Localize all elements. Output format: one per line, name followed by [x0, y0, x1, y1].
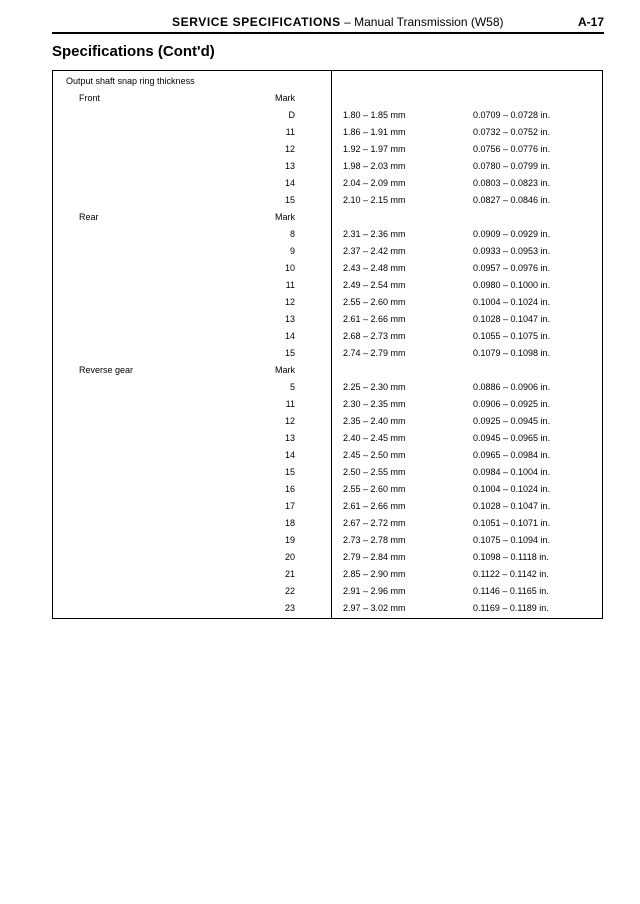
item-row [53, 73, 602, 90]
thickness-mm: 1.92 – 1.97 mm [343, 144, 406, 154]
mark-value: D [288, 110, 295, 120]
thickness-in: 0.0780 – 0.0799 in. [473, 161, 551, 171]
table-row [53, 413, 602, 430]
table-row [53, 447, 602, 464]
mark-value: 12 [284, 416, 295, 426]
thickness-in: 0.1004 – 0.1024 in. [473, 297, 551, 307]
thickness-in: 0.0957 – 0.0976 in. [473, 263, 551, 273]
table-row [53, 260, 602, 277]
thickness-mm: 2.85 – 2.90 mm [343, 569, 406, 579]
mark-value: 15 [284, 467, 295, 477]
group-name: Reverse gear [79, 365, 134, 375]
table-row [53, 141, 602, 158]
thickness-in: 0.0933 – 0.0953 in. [473, 246, 551, 256]
thickness-in: 0.1079 – 0.1098 in. [473, 348, 551, 358]
header-title [172, 15, 504, 29]
table-row [53, 294, 602, 311]
mark-value: 18 [284, 518, 295, 528]
page-header [52, 12, 604, 34]
mark-value: 21 [284, 569, 295, 579]
spec-table [52, 70, 603, 619]
header-title-main: SERVICE SPECIFICATIONS [172, 15, 341, 29]
group-header-row [53, 362, 602, 379]
thickness-in: 0.0906 – 0.0925 in. [473, 399, 551, 409]
mark-value: 5 [289, 382, 295, 392]
thickness-mm: 1.86 – 1.91 mm [343, 127, 406, 137]
thickness-mm: 2.40 – 2.45 mm [343, 433, 406, 443]
mark-value: 11 [285, 280, 295, 290]
thickness-mm: 2.91 – 2.96 mm [343, 586, 406, 596]
mark-value: 14 [284, 331, 295, 341]
table-row [53, 498, 602, 515]
thickness-mm: 2.45 – 2.50 mm [343, 450, 406, 460]
thickness-mm: 2.74 – 2.79 mm [343, 348, 406, 358]
thickness-in: 0.0886 – 0.0906 in. [473, 382, 551, 392]
table-row [53, 464, 602, 481]
thickness-mm: 2.10 – 2.15 mm [343, 195, 406, 205]
thickness-in: 0.0827 – 0.0846 in. [473, 195, 551, 205]
thickness-mm: 2.79 – 2.84 mm [343, 552, 406, 562]
table-row [53, 328, 602, 345]
thickness-in: 0.0984 – 0.1004 in. [473, 467, 551, 477]
thickness-in: 0.1122 – 0.1142 in. [473, 569, 549, 579]
mark-value: 10 [284, 263, 295, 273]
mark-value: 14 [284, 450, 295, 460]
table-row [53, 515, 602, 532]
mark-value: 15 [284, 195, 295, 205]
thickness-mm: 2.04 – 2.09 mm [343, 178, 406, 188]
thickness-in: 0.1055 – 0.1075 in. [473, 331, 551, 341]
mark-header: Mark [275, 212, 295, 222]
thickness-mm: 2.55 – 2.60 mm [343, 297, 406, 307]
thickness-in: 0.0925 – 0.0945 in. [473, 416, 551, 426]
thickness-mm: 2.43 – 2.48 mm [343, 263, 406, 273]
thickness-mm: 2.49 – 2.54 mm [343, 280, 406, 290]
mark-value: 19 [284, 535, 295, 545]
table-row [53, 243, 602, 260]
mark-value: 15 [284, 348, 295, 358]
table-row [53, 158, 602, 175]
mark-value: 22 [284, 586, 295, 596]
thickness-in: 0.0709 – 0.0728 in. [473, 110, 551, 120]
thickness-mm: 2.30 – 2.35 mm [343, 399, 406, 409]
thickness-in: 0.0803 – 0.0823 in. [473, 178, 551, 188]
thickness-in: 0.0732 – 0.0752 in. [473, 127, 551, 137]
group-name: Rear [79, 212, 99, 222]
mark-value: 11 [285, 399, 295, 409]
thickness-mm: 2.31 – 2.36 mm [343, 229, 406, 239]
table-row [53, 107, 602, 124]
thickness-mm: 2.25 – 2.30 mm [343, 382, 406, 392]
thickness-in: 0.0965 – 0.0984 in. [473, 450, 551, 460]
mark-value: 14 [284, 178, 295, 188]
thickness-mm: 2.73 – 2.78 mm [343, 535, 406, 545]
thickness-in: 0.1169 – 0.1189 in. [473, 603, 549, 613]
thickness-mm: 2.61 – 2.66 mm [343, 501, 406, 511]
table-row [53, 345, 602, 362]
table-row [53, 277, 602, 294]
thickness-mm: 2.37 – 2.42 mm [343, 246, 406, 256]
mark-value: 9 [289, 246, 295, 256]
group-name: Front [79, 93, 101, 103]
header-title-sub: – Manual Transmission (W58) [340, 15, 504, 29]
table-row [53, 124, 602, 141]
thickness-mm: 1.80 – 1.85 mm [343, 110, 406, 120]
table-row [53, 379, 602, 396]
thickness-in: 0.1004 – 0.1024 in. [473, 484, 551, 494]
mark-value: 11 [285, 127, 295, 137]
table-row [53, 600, 602, 617]
section-title: Specifications (Cont'd) [52, 43, 215, 60]
table-row [53, 226, 602, 243]
mark-value: 8 [289, 229, 295, 239]
item-label: Output shaft snap ring thickness [66, 76, 195, 86]
mark-value: 12 [284, 297, 295, 307]
page-number: A-17 [577, 15, 604, 29]
thickness-mm: 2.50 – 2.55 mm [343, 467, 406, 477]
thickness-in: 0.1146 – 0.1165 in. [473, 586, 549, 596]
thickness-in: 0.1098 – 0.1118 in. [473, 552, 549, 562]
table-row [53, 430, 602, 447]
thickness-in: 0.0756 – 0.0776 in. [473, 144, 551, 154]
mark-value: 16 [284, 484, 295, 494]
mark-value: 13 [284, 433, 295, 443]
table-row [53, 481, 602, 498]
table-row [53, 192, 602, 209]
group-header-row [53, 90, 602, 107]
thickness-mm: 2.97 – 3.02 mm [343, 603, 406, 613]
mark-value: 17 [284, 501, 295, 511]
thickness-mm: 2.67 – 2.72 mm [343, 518, 406, 528]
mark-header: Mark [275, 365, 295, 375]
thickness-in: 0.1051 – 0.1071 in. [473, 518, 551, 528]
table-row [53, 175, 602, 192]
thickness-mm: 2.61 – 2.66 mm [343, 314, 406, 324]
mark-value: 20 [284, 552, 295, 562]
table-row [53, 583, 602, 600]
mark-value: 12 [284, 144, 295, 154]
table-row [53, 311, 602, 328]
group-header-row [53, 209, 602, 226]
thickness-in: 0.0980 – 0.1000 in. [473, 280, 551, 290]
table-row [53, 549, 602, 566]
thickness-mm: 2.68 – 2.73 mm [343, 331, 406, 341]
thickness-in: 0.1075 – 0.1094 in. [473, 535, 551, 545]
table-row [53, 566, 602, 583]
thickness-in: 0.1028 – 0.1047 in. [473, 501, 551, 511]
thickness-mm: 1.98 – 2.03 mm [343, 161, 406, 171]
table-row [53, 532, 602, 549]
mark-value: 23 [284, 603, 295, 613]
mark-header: Mark [275, 93, 295, 103]
thickness-in: 0.0909 – 0.0929 in. [473, 229, 551, 239]
thickness-mm: 2.55 – 2.60 mm [343, 484, 406, 494]
mark-value: 13 [284, 161, 295, 171]
thickness-mm: 2.35 – 2.40 mm [343, 416, 406, 426]
mark-value: 13 [284, 314, 295, 324]
table-row [53, 396, 602, 413]
thickness-in: 0.1028 – 0.1047 in. [473, 314, 551, 324]
thickness-in: 0.0945 – 0.0965 in. [473, 433, 551, 443]
